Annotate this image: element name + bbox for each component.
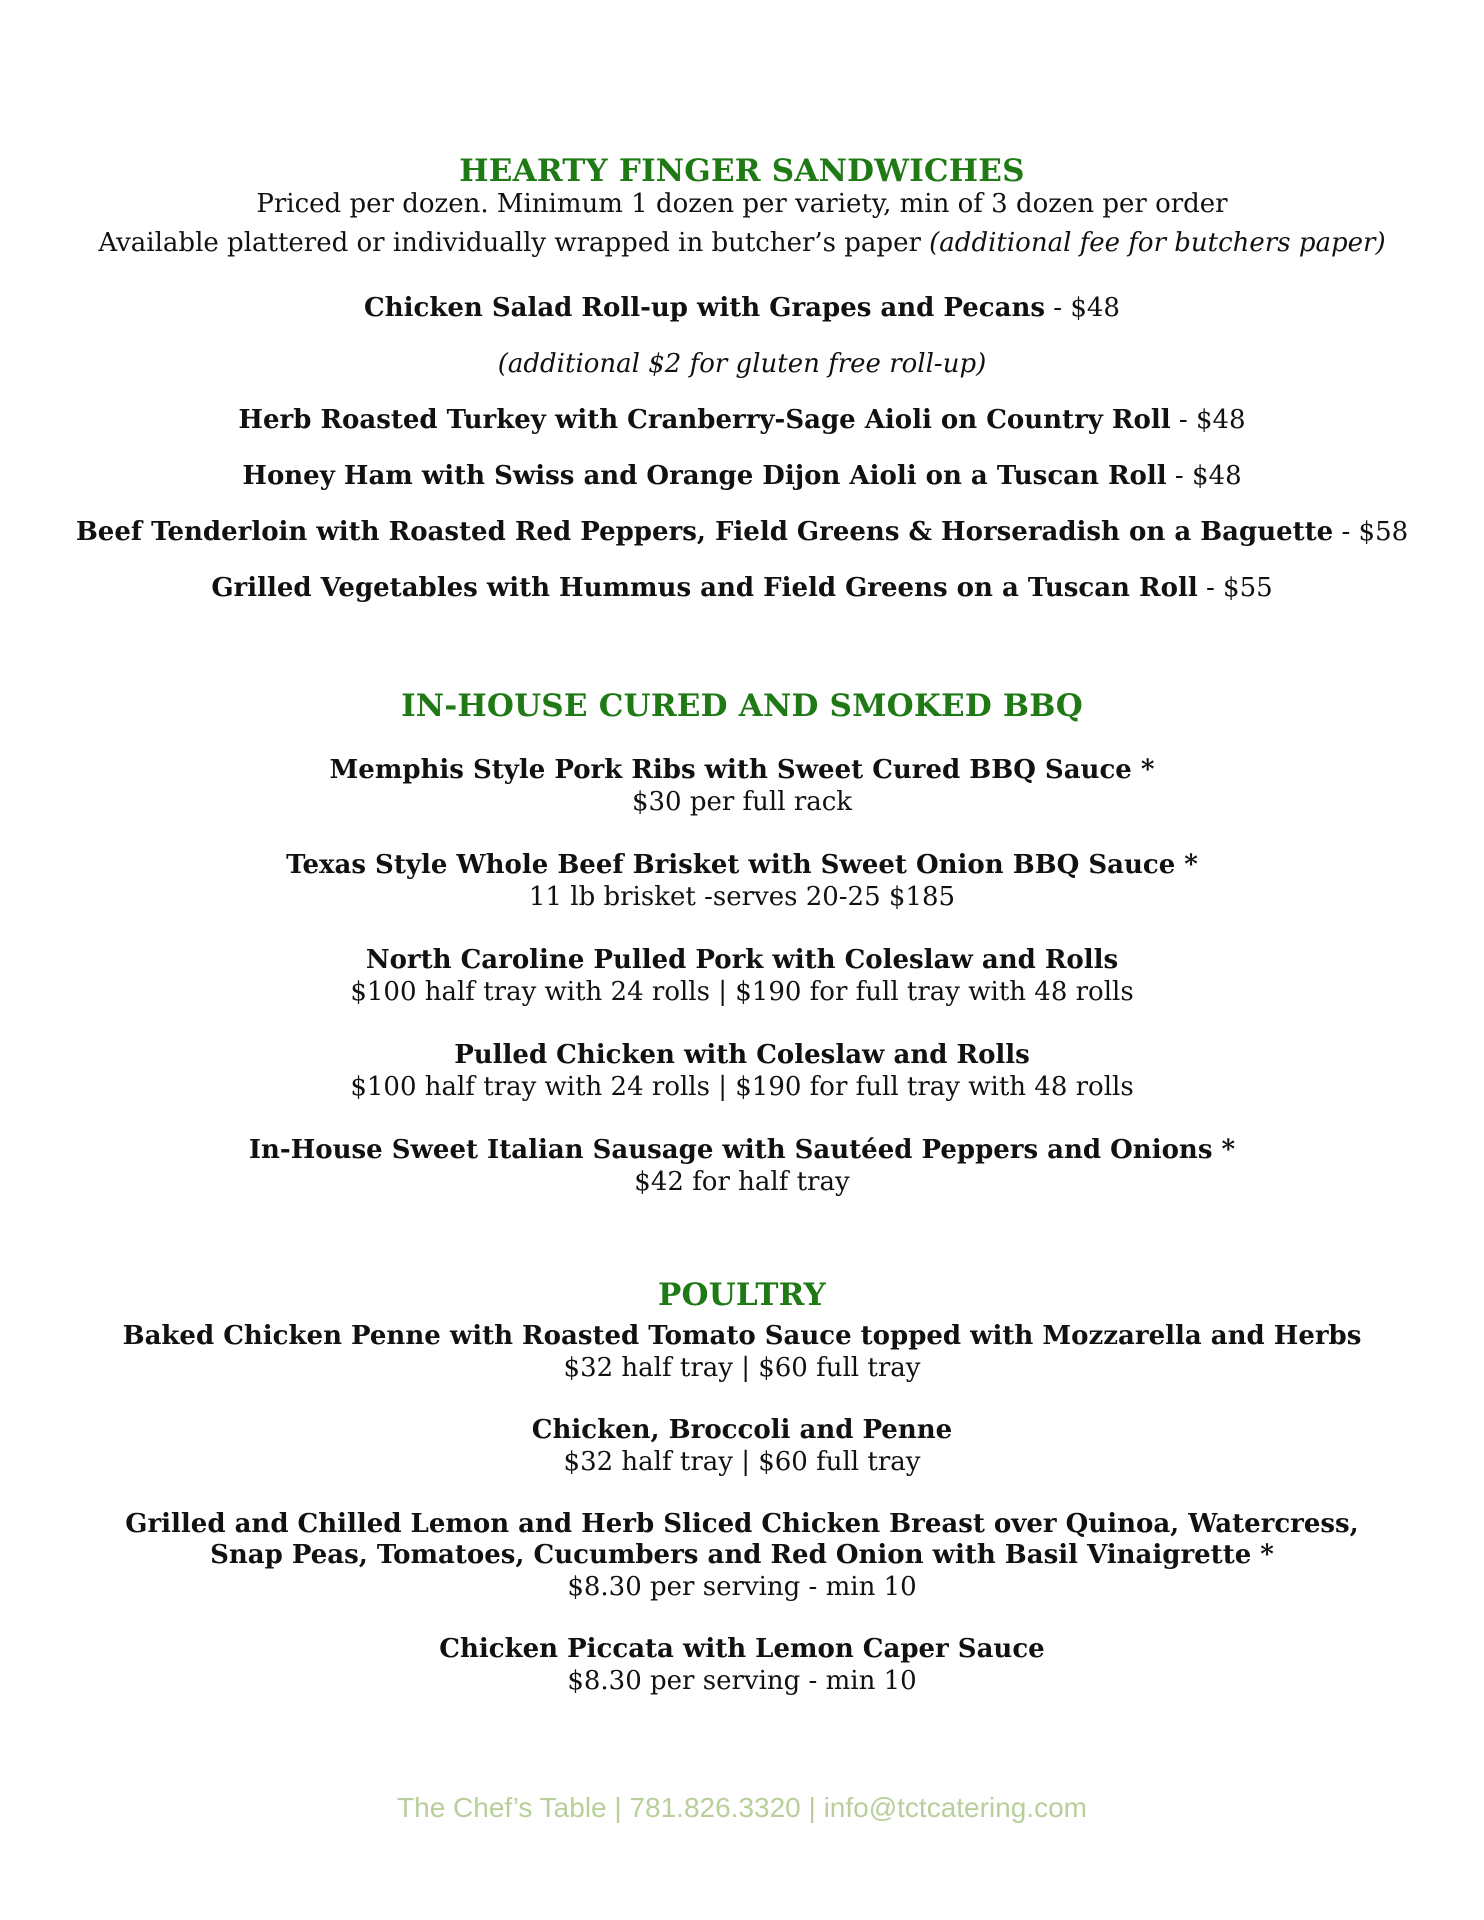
item-name: Memphis Style Pork Ribs with Sweet Cured BBQ Sauce * bbox=[329, 755, 1155, 785]
item-name: Chicken Piccata with Lemon Caper Sauce bbox=[439, 1634, 1045, 1664]
menu-item bbox=[0, 460, 1484, 492]
menu-item bbox=[0, 572, 1484, 604]
item-price: - $48 bbox=[1045, 293, 1120, 323]
item-price: $8.30 per serving - min 10 bbox=[567, 1572, 917, 1602]
gluten-free-note: (additional $2 for gluten free roll-up) bbox=[497, 349, 987, 379]
menu-item bbox=[0, 404, 1484, 436]
item-name: Pulled Chicken with Coleslaw and Rolls bbox=[454, 1040, 1030, 1070]
menu-item bbox=[0, 516, 1484, 548]
item-name: Snap Peas, Tomatoes, Cucumbers and Red Onion with Basil Vinaigrette * bbox=[210, 1540, 1274, 1570]
item-name: Grilled and Chilled Lemon and Herb Sliced Chicken Breast over Quinoa, Watercress, bbox=[125, 1509, 1359, 1539]
item-price: - $55 bbox=[1197, 573, 1273, 603]
item-name: Texas Style Whole Beef Brisket with Sweet Onion BBQ Sauce * bbox=[286, 850, 1198, 880]
sandwiches-availability-note bbox=[0, 227, 1484, 259]
item-name: Grilled Vegetables with Hummus and Field Greens on a Tuscan Roll bbox=[211, 573, 1198, 603]
sandwiches-pricing-note: Priced per dozen. Minimum 1 dozen per variety, min of 3 dozen per order bbox=[256, 189, 1228, 219]
sandwiches-heading: HEARTY FINGER SANDWICHES bbox=[459, 153, 1025, 189]
item-price: $32 half tray | $60 full tray bbox=[563, 1447, 921, 1477]
item-price: $100 half tray with 24 rolls | $190 for full tray with 48 rolls bbox=[350, 1072, 1134, 1102]
item-price: - $58 bbox=[1333, 517, 1409, 547]
item-name: In-House Sweet Italian Sausage with Sautéed Peppers and Onions * bbox=[248, 1135, 1236, 1165]
item-price: $8.30 per serving - min 10 bbox=[567, 1666, 917, 1696]
item-price: $42 for half tray bbox=[634, 1167, 850, 1197]
item-name: Chicken, Broccoli and Penne bbox=[531, 1415, 953, 1445]
item-price: - $48 bbox=[1170, 405, 1246, 435]
item-price: 11 lb brisket -serves 20-25 $185 bbox=[528, 882, 956, 912]
item-price: $30 per full rack bbox=[631, 787, 853, 817]
bbq-heading: IN-HOUSE CURED AND SMOKED BBQ bbox=[401, 688, 1083, 724]
footer-contact: The Chef’s Table | 781.826.3320 | info@tctcatering.com bbox=[397, 1792, 1087, 1823]
item-name: Beef Tenderloin with Roasted Red Peppers, Field Greens & Horseradish on a Baguette bbox=[75, 517, 1334, 547]
item-name: Baked Chicken Penne with Roasted Tomato Sauce topped with Mozzarella and Herbs bbox=[122, 1321, 1362, 1351]
item-price: - $48 bbox=[1166, 461, 1242, 491]
item-price: $100 half tray with 24 rolls | $190 for full tray with 48 rolls bbox=[350, 977, 1134, 1007]
item-price: $32 half tray | $60 full tray bbox=[563, 1353, 921, 1383]
butcher-paper-fee-note: (additional fee for butchers paper) bbox=[929, 228, 1386, 258]
item-name: Herb Roasted Turkey with Cranberry-Sage Aioli on Country Roll bbox=[238, 405, 1171, 435]
availability-text: Available plattered or individually wrapped in butcher’s paper bbox=[98, 228, 921, 258]
item-name: Chicken Salad Roll-up with Grapes and Pecans bbox=[364, 293, 1046, 323]
item-name: North Caroline Pulled Pork with Coleslaw and Rolls bbox=[365, 945, 1119, 975]
item-name: Honey Ham with Swiss and Orange Dijon Aioli on a Tuscan Roll bbox=[242, 461, 1167, 491]
poultry-heading: POULTRY bbox=[657, 1277, 827, 1313]
menu-item bbox=[0, 292, 1484, 324]
